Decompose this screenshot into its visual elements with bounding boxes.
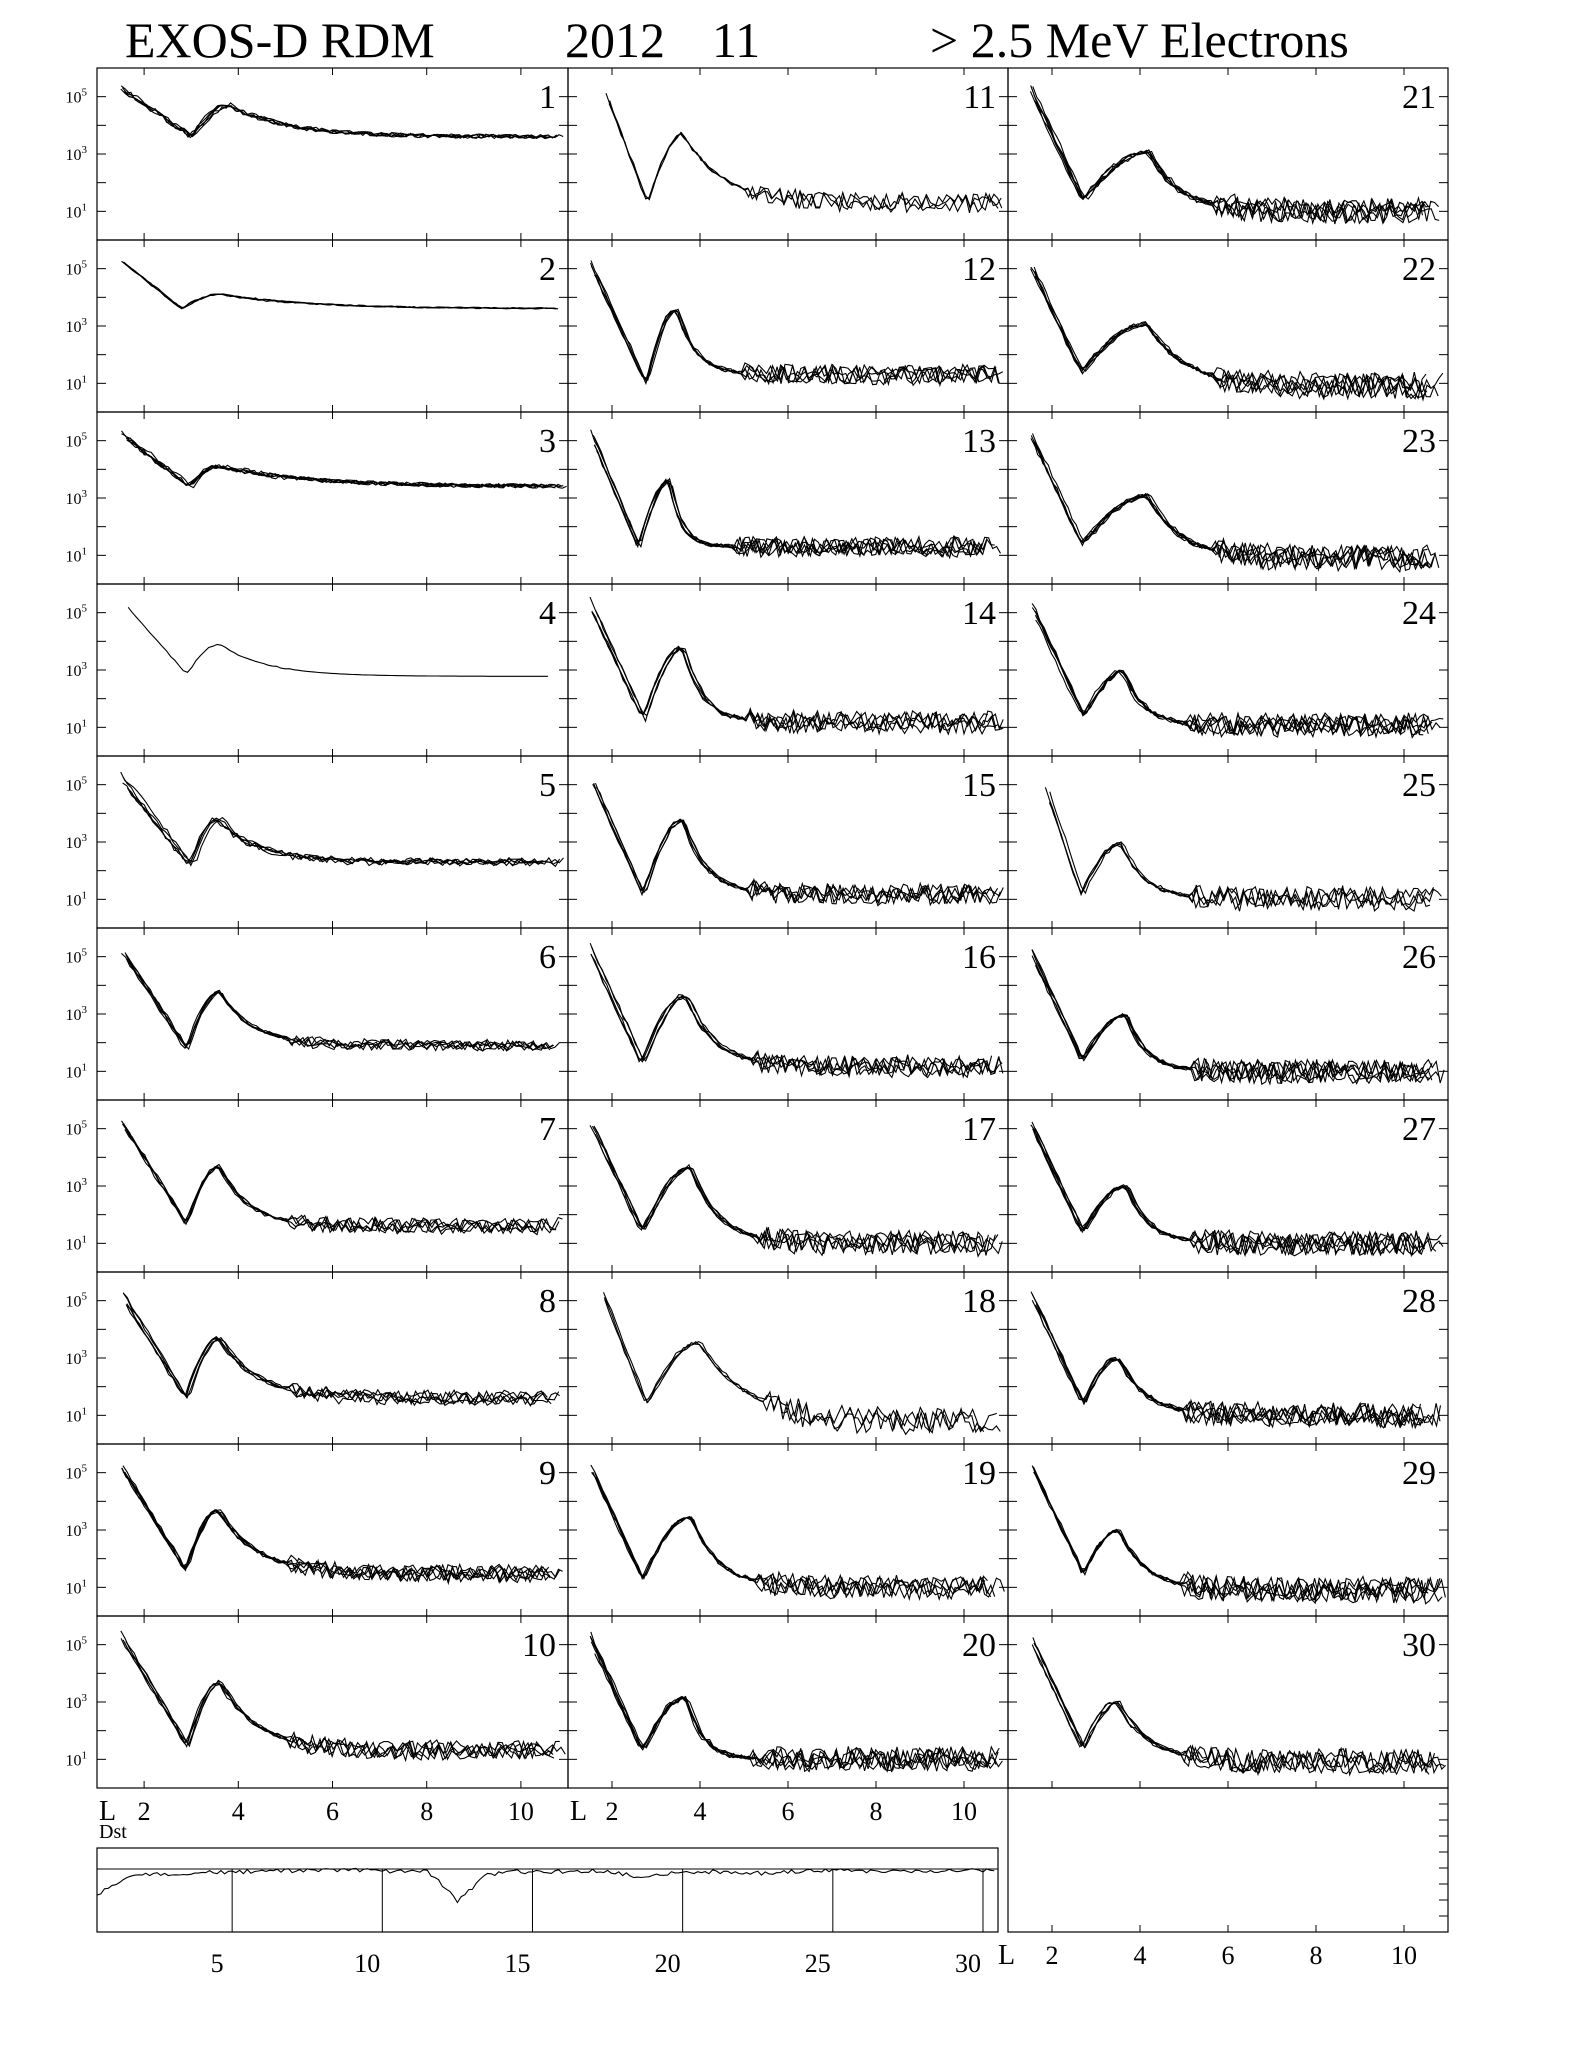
flux-curve bbox=[126, 1474, 563, 1580]
panel-frame bbox=[97, 1100, 568, 1272]
panel-frame bbox=[568, 240, 1008, 412]
y-tick-label: $10^5$ bbox=[65, 602, 87, 623]
panel-frame bbox=[97, 1616, 568, 1788]
y-tick-label: $10^3$ bbox=[65, 660, 87, 680]
flux-curve bbox=[594, 783, 998, 905]
panel-day-2 bbox=[66, 240, 569, 412]
flux-curve bbox=[591, 1465, 995, 1599]
y-tick-label: $10^1$ bbox=[65, 373, 87, 394]
flux-curve bbox=[595, 1472, 991, 1599]
flux-curve bbox=[1032, 608, 1428, 735]
flux-curve bbox=[123, 783, 564, 866]
flux-curve bbox=[590, 1125, 998, 1255]
flux-curve bbox=[591, 430, 995, 556]
flux-curve bbox=[123, 777, 560, 866]
panel-day-label: 14 bbox=[962, 595, 996, 632]
panel-day-label: 12 bbox=[962, 251, 996, 288]
dst-tick-label: 25 bbox=[804, 1949, 831, 1978]
panel-frame bbox=[97, 68, 568, 240]
flux-curve bbox=[126, 955, 546, 1051]
panel-day-8 bbox=[66, 1272, 569, 1444]
flux-curve bbox=[1034, 1472, 1442, 1602]
y-tick-label: $10^3$ bbox=[65, 1520, 87, 1540]
panel-frame bbox=[568, 68, 1008, 240]
y-tick-label: $10^1$ bbox=[65, 1233, 87, 1254]
panel-frame bbox=[97, 1444, 568, 1616]
flux-curve bbox=[1036, 620, 1428, 737]
y-tick-label: $10^5$ bbox=[65, 1634, 87, 1655]
x-tick-label: 6 bbox=[326, 1797, 339, 1826]
y-tick-label: $10^5$ bbox=[65, 1118, 87, 1139]
flux-curve bbox=[1035, 1128, 1443, 1255]
panel-day-1 bbox=[66, 68, 569, 240]
y-tick-label: $10^5$ bbox=[65, 430, 87, 451]
panel-day-11 bbox=[568, 68, 1008, 240]
dst-curve bbox=[97, 1868, 994, 1902]
dst-tick-label: 10 bbox=[354, 1949, 381, 1978]
y-tick-label: $10^3$ bbox=[65, 316, 87, 336]
y-tick-label: $10^1$ bbox=[65, 545, 87, 566]
panel-day-label: 28 bbox=[1402, 1283, 1436, 1320]
flux-curve bbox=[1033, 87, 1429, 224]
flux-curve bbox=[591, 261, 1003, 384]
panel-day-label: 6 bbox=[539, 939, 556, 976]
flux-curve bbox=[121, 772, 558, 866]
y-tick-label: $10^1$ bbox=[65, 889, 87, 910]
panel-day-label: 29 bbox=[1402, 1455, 1436, 1492]
panel-frame bbox=[97, 412, 568, 584]
y-tick-label: $10^1$ bbox=[65, 1405, 87, 1426]
dst-label: Dst bbox=[99, 1821, 127, 1843]
flux-curve bbox=[1034, 953, 1430, 1082]
y-tick-label: $10^3$ bbox=[65, 488, 87, 508]
flux-curve bbox=[1031, 436, 1435, 570]
panel-day-9 bbox=[66, 1444, 569, 1616]
panel-frame bbox=[568, 412, 1008, 584]
panel-frame bbox=[1008, 756, 1448, 928]
x-tick-label: 4 bbox=[231, 1797, 245, 1826]
panel-day-30 bbox=[1008, 1616, 1448, 1788]
flux-curve bbox=[127, 1304, 538, 1406]
panel-day-label: 26 bbox=[1402, 939, 1436, 976]
flux-curve bbox=[597, 451, 1001, 557]
panel-day-15 bbox=[568, 756, 1008, 928]
panel-day-24 bbox=[1008, 584, 1448, 756]
panel-day-label: 8 bbox=[539, 1283, 556, 1320]
panel-day-21 bbox=[1008, 68, 1448, 240]
panel-day-5 bbox=[66, 756, 569, 928]
panel-frame bbox=[1008, 1616, 1448, 1788]
panel-day-label: 17 bbox=[962, 1111, 996, 1148]
x-tick-label: 6 bbox=[1221, 1941, 1235, 1970]
flux-curve bbox=[126, 438, 541, 488]
panel-day-label: 20 bbox=[962, 1627, 996, 1664]
panel-day-label: 25 bbox=[1402, 767, 1436, 804]
flux-curve bbox=[596, 783, 1004, 902]
panel-day-label: 22 bbox=[1402, 251, 1436, 288]
y-tick-label: $10^5$ bbox=[65, 1290, 87, 1311]
flux-curve bbox=[595, 618, 1003, 733]
flux-curve bbox=[128, 788, 539, 865]
flux-curve bbox=[1034, 1470, 1438, 1603]
flux-curve bbox=[122, 1121, 537, 1233]
y-tick-label: $10^1$ bbox=[65, 201, 87, 222]
panel-frame bbox=[97, 1272, 568, 1444]
panel-day-10 bbox=[66, 1616, 569, 1788]
y-tick-label: $10^3$ bbox=[65, 1004, 87, 1024]
flux-curve bbox=[590, 597, 1002, 734]
y-tick-label: $10^3$ bbox=[65, 1176, 87, 1196]
panel-day-27 bbox=[1008, 1100, 1448, 1272]
dst-tick-label: 30 bbox=[954, 1949, 981, 1978]
flux-curve bbox=[126, 1127, 563, 1234]
flux-curve bbox=[127, 1306, 551, 1405]
flux-curve bbox=[1032, 956, 1432, 1085]
flux-curve bbox=[1034, 1649, 1438, 1773]
panel-day-12 bbox=[568, 240, 1008, 412]
panel-day-label: 16 bbox=[962, 939, 996, 976]
flux-curve bbox=[594, 438, 982, 557]
panel-day-16 bbox=[568, 928, 1008, 1100]
panel-day-label: 4 bbox=[539, 595, 556, 632]
flux-curve bbox=[1036, 444, 1428, 572]
flux-curve bbox=[125, 953, 553, 1051]
y-tick-label: $10^3$ bbox=[65, 144, 87, 164]
x-tick-label: 10 bbox=[951, 1797, 977, 1826]
panel-day-7 bbox=[66, 1100, 569, 1272]
y-tick-label: $10^3$ bbox=[65, 1348, 87, 1368]
flux-curve bbox=[1032, 603, 1432, 737]
panel-day-14 bbox=[568, 584, 1008, 756]
flux-curve bbox=[1035, 98, 1439, 222]
flux-curve bbox=[127, 440, 555, 488]
panel-day-label: 13 bbox=[962, 423, 996, 460]
y-tick-label: $10^3$ bbox=[65, 1692, 87, 1712]
y-tick-label: $10^1$ bbox=[65, 1749, 87, 1770]
dst-tick-label: 15 bbox=[504, 1949, 531, 1978]
panel-day-17 bbox=[568, 1100, 1008, 1272]
panel-day-label: 1 bbox=[539, 79, 556, 116]
flux-curve bbox=[123, 262, 555, 309]
y-tick-label: $10^5$ bbox=[65, 86, 87, 107]
flux-curve bbox=[128, 788, 548, 866]
x-axis-label: L bbox=[998, 1940, 1016, 1971]
flux-curve bbox=[605, 1299, 997, 1434]
flux-curve bbox=[121, 953, 553, 1050]
flux-curve bbox=[604, 1297, 1000, 1431]
flux-curve bbox=[126, 1305, 558, 1406]
flux-curve bbox=[1036, 1477, 1440, 1602]
flux-curve bbox=[593, 435, 981, 558]
flux-curve bbox=[604, 1292, 984, 1433]
panel-day-label: 15 bbox=[962, 767, 996, 804]
flux-curve bbox=[125, 265, 540, 309]
x-tick-label: 6 bbox=[781, 1797, 795, 1826]
panel-day-label: 19 bbox=[962, 1455, 996, 1492]
x-tick-label: 2 bbox=[1045, 1941, 1059, 1970]
y-tick-label: $10^1$ bbox=[65, 1061, 87, 1082]
panel-day-label: 10 bbox=[522, 1627, 556, 1664]
panel-day-label: 21 bbox=[1402, 79, 1436, 116]
panel-frame bbox=[97, 240, 568, 412]
flux-curve bbox=[1031, 1292, 1423, 1428]
flux-curve bbox=[122, 431, 567, 488]
panel-day-label: 18 bbox=[962, 1283, 996, 1320]
flux-curve bbox=[126, 954, 550, 1050]
x-tick-label: 8 bbox=[420, 1797, 434, 1826]
dst-tick-label: 20 bbox=[654, 1949, 681, 1978]
empty-panel bbox=[1008, 1788, 1448, 1932]
panel-day-label: 9 bbox=[539, 1455, 556, 1492]
flux-curve bbox=[1032, 1466, 1428, 1603]
flux-curve bbox=[595, 275, 999, 385]
panel-frame bbox=[568, 928, 1008, 1100]
y-tick-label: $10^5$ bbox=[65, 1462, 87, 1483]
flux-curve bbox=[1034, 1643, 1446, 1774]
flux-curve bbox=[1033, 1637, 1429, 1774]
x-tick-label: 10 bbox=[507, 1797, 534, 1826]
panel-frame bbox=[97, 928, 568, 1100]
panel-day-28 bbox=[1008, 1272, 1448, 1444]
x-tick-label: 8 bbox=[1309, 1941, 1323, 1970]
panel-day-label: 7 bbox=[539, 1111, 556, 1148]
panel-frame bbox=[568, 584, 1008, 756]
panel-frame bbox=[97, 756, 568, 928]
panel-day-label: 3 bbox=[539, 423, 556, 460]
flux-curve bbox=[592, 947, 1000, 1077]
x-axis-label: L bbox=[99, 1796, 117, 1827]
flux-curve bbox=[1031, 1125, 1423, 1255]
header-year: 2012 bbox=[565, 12, 665, 68]
y-tick-label: $10^5$ bbox=[65, 258, 87, 279]
x-tick-label: 4 bbox=[1133, 1941, 1147, 1970]
panel-day-3 bbox=[66, 412, 569, 584]
panel-day-label: 5 bbox=[539, 767, 556, 804]
flux-curve bbox=[609, 104, 1001, 213]
header-instrument: EXOS-D RDM bbox=[125, 12, 435, 68]
panel-day-label: 27 bbox=[1402, 1111, 1436, 1148]
header-month: 11 bbox=[712, 12, 761, 68]
panel-day-25 bbox=[1008, 756, 1448, 928]
panel-day-19 bbox=[568, 1444, 1008, 1616]
flux-curve bbox=[122, 261, 559, 309]
y-tick-label: $10^5$ bbox=[65, 946, 87, 967]
panel-day-22 bbox=[1008, 240, 1448, 412]
flux-curve bbox=[1036, 963, 1440, 1082]
dst-tick-label: 5 bbox=[210, 1949, 224, 1978]
flux-curve bbox=[590, 1636, 998, 1771]
panel-day-13 bbox=[568, 412, 1008, 584]
y-tick-label: $10^3$ bbox=[65, 832, 87, 852]
header-particles: > 2.5 MeV Electrons bbox=[930, 12, 1349, 68]
panel-day-label: 11 bbox=[963, 79, 996, 116]
flux-curve bbox=[610, 101, 1002, 213]
x-tick-label: 8 bbox=[869, 1797, 883, 1826]
flux-curve bbox=[596, 787, 1000, 904]
x-tick-label: 2 bbox=[137, 1797, 151, 1826]
panel-day-4 bbox=[66, 584, 569, 756]
panel-day-18 bbox=[568, 1272, 1008, 1444]
y-tick-label: $10^1$ bbox=[65, 717, 87, 738]
panel-day-26 bbox=[1008, 928, 1448, 1100]
panel-frame bbox=[97, 584, 568, 756]
x-tick-label: 10 bbox=[1391, 1941, 1417, 1970]
y-tick-label: $10^1$ bbox=[65, 1577, 87, 1598]
flux-curve bbox=[1032, 950, 1432, 1084]
x-axis-label: L bbox=[570, 1796, 588, 1827]
flux-curve bbox=[1033, 1130, 1441, 1256]
flux-curve bbox=[122, 88, 563, 139]
flux-curve bbox=[606, 93, 998, 211]
panel-day-label: 2 bbox=[539, 251, 556, 288]
panel-day-6 bbox=[66, 928, 569, 1100]
panel-day-20 bbox=[568, 1616, 1008, 1788]
flux-curve bbox=[123, 1472, 560, 1583]
flux-curve bbox=[596, 964, 992, 1075]
flux-curve bbox=[594, 1126, 982, 1256]
x-tick-label: 4 bbox=[693, 1797, 707, 1826]
panel-day-label: 30 bbox=[1402, 1627, 1436, 1664]
y-tick-label: $10^5$ bbox=[65, 774, 87, 795]
x-tick-label: 2 bbox=[605, 1797, 619, 1826]
panel-day-label: 23 bbox=[1402, 423, 1436, 460]
panel-day-23 bbox=[1008, 412, 1448, 584]
flux-curve bbox=[1036, 1304, 1420, 1426]
panel-day-label: 24 bbox=[1402, 595, 1436, 632]
flux-curve bbox=[1033, 433, 1429, 567]
panel-day-29 bbox=[1008, 1444, 1448, 1616]
flux-curve bbox=[128, 607, 548, 676]
flux-curve bbox=[124, 262, 556, 309]
flux-curve bbox=[590, 943, 1002, 1075]
